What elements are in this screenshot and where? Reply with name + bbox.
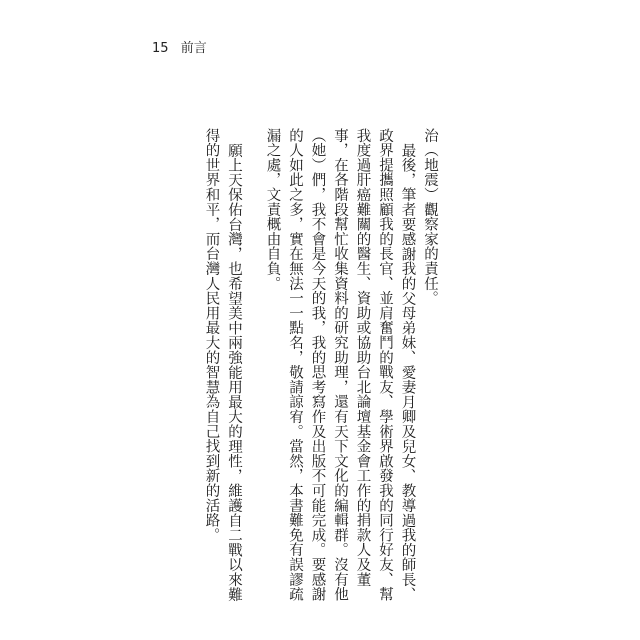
paragraph-closing-wish: 願上天保佑台灣，也希望美中兩強能用最大的理性，維護自二戰以來難得的世界和平，而台灣人民用最大的智慧為自己找到新的活路。: [203, 128, 242, 603]
page-header: [152, 37, 207, 56]
page-number: 15: [152, 41, 169, 56]
vertical-body-text: [200, 128, 441, 603]
paragraph-continuation: 治（地震）觀察家的責任。: [422, 128, 438, 306]
paragraph-acknowledgements: 最後，筆者要感謝我的父母弟妹、愛妻月卿及兒女、教導過我的師長、政界提攜照顧我的長官、並肩奮鬥的戰友、學術界啟發我的同行好友、幫我度過肝癌難關的醫生、資助或協助台北論壇基金會工作的捐款人及董事，在各階段幫忙收集資料的研究助理，還有天下文化的編輯群。沒有他（她）們，我不會是今天的我，我的思考寫作及出版不可能完成。要感謝的人如此之多，實在無法一一點名，敬請諒宥。當然，本書難免有誤謬疏漏之處，文責概由自負。: [264, 128, 416, 603]
section-title: 前言: [180, 41, 207, 56]
